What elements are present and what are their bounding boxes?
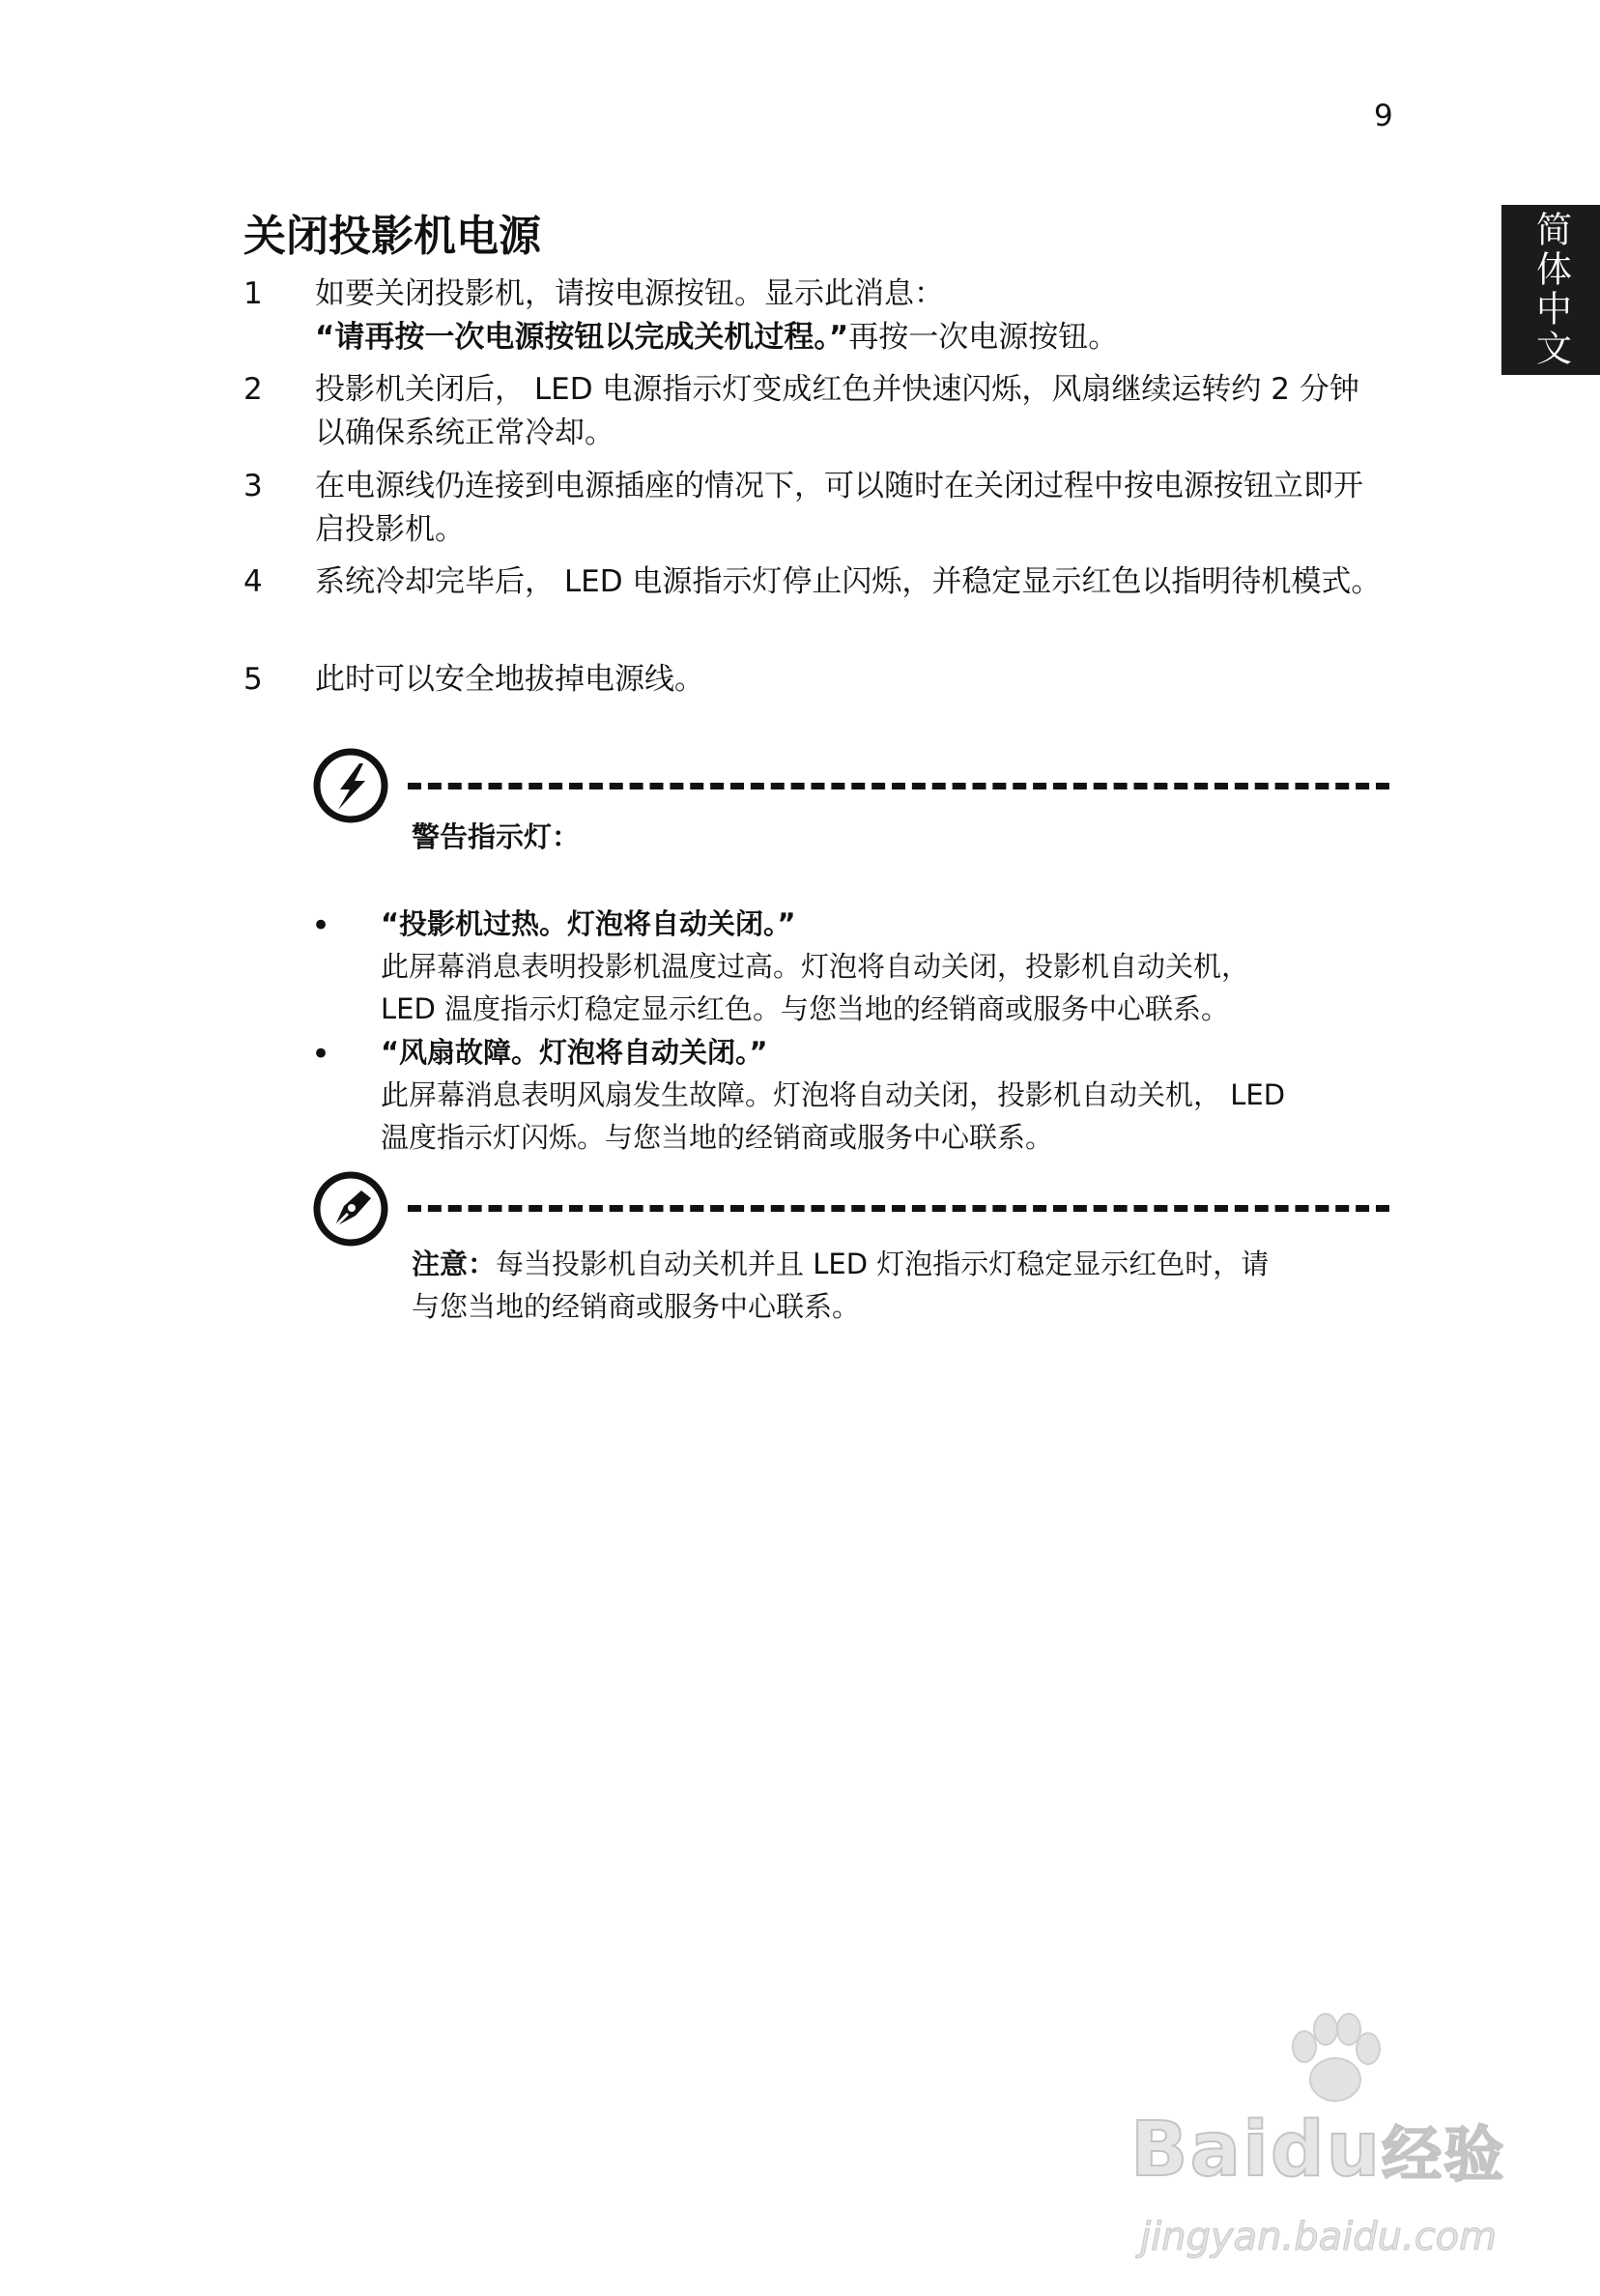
warning-description: 此屏幕消息表明投影机温度过高。灯泡将自动关闭，投影机自动关机， — [381, 950, 1250, 983]
step-number: 2 — [243, 372, 263, 407]
warning-description: 此屏幕消息表明风扇发生故障。灯泡将自动关闭，投影机自动关机， LED — [381, 1078, 1286, 1111]
step-number: 3 — [243, 469, 263, 503]
pen-nib-icon — [311, 1169, 390, 1248]
bullet: • — [311, 906, 331, 945]
step-instruction: 再按一次电源按钮。 — [848, 320, 1119, 355]
step-text — [315, 273, 1384, 359]
note-label: 注意： — [412, 1248, 497, 1280]
step-number: 1 — [243, 276, 263, 311]
note-line: 与您当地的经销商或服务中心联系。 — [412, 1290, 861, 1323]
page-number: 9 — [1374, 99, 1393, 133]
step-2 — [243, 368, 1384, 455]
note-divider — [408, 1205, 1389, 1212]
step-number: 4 — [243, 564, 263, 599]
warning-description: 温度指示灯闪烁。与您当地的经销商或服务中心联系。 — [381, 1121, 1054, 1154]
bullet: • — [311, 1035, 331, 1074]
step-number: 5 — [243, 662, 263, 697]
shutdown-message: “请再按一次电源按钮以完成关机过程。” — [315, 320, 849, 355]
step-3 — [243, 465, 1384, 552]
step-5 — [243, 658, 1384, 702]
language-tab — [1501, 205, 1600, 375]
note-line — [412, 1243, 1269, 1285]
warning-item-overheat — [381, 903, 1249, 1030]
note-content: 每当投影机自动关机并且 LED 灯泡指示灯稳定显示红色时，请 — [496, 1248, 1270, 1280]
step-text: 投影机关闭后， LED 电源指示灯变成红色并快速闪烁，风扇继续运转约 2 分钟以确保系统正常冷却。 — [315, 372, 1359, 450]
warning-message: “投影机过热。灯泡将自动关闭。” — [381, 907, 796, 940]
step-1 — [243, 273, 1384, 359]
note-text — [412, 1243, 1269, 1328]
baidu-jingyan-watermark — [1130, 2010, 1517, 2290]
warning-heading: 警告指示灯： — [412, 820, 581, 853]
lightning-bolt-icon — [311, 746, 390, 825]
step-4 — [243, 560, 1384, 604]
baidu-brand: Baidu — [1130, 2107, 1383, 2194]
step-text: 此时可以安全地拔掉电源线。 — [315, 662, 704, 697]
warning-item-fan — [381, 1031, 1285, 1159]
step-line: 如要关闭投影机，请按电源按钮。显示此消息： — [315, 276, 944, 311]
warning-divider — [408, 783, 1389, 789]
step-text: 系统冷却完毕后， LED 电源指示灯停止闪烁，并稳定显示红色以指明待机模式。 — [315, 564, 1382, 599]
paw-icon — [1275, 2010, 1391, 2107]
watermark-url: jingyan.baidu.com — [1140, 2215, 1498, 2259]
language-tab-label: 简体中文 — [1529, 211, 1572, 369]
step-text: 在电源线仍连接到电源插座的情况下，可以随时在关闭过程中按电源按钮立即开启投影机。 — [315, 469, 1363, 547]
jingyan-label: 经验 — [1382, 2119, 1506, 2190]
warning-message: “风扇故障。灯泡将自动关闭。” — [381, 1036, 768, 1069]
warning-description: LED 温度指示灯稳定显示红色。与您当地的经销商或服务中心联系。 — [381, 992, 1230, 1025]
baidu-wordmark — [1130, 2107, 1505, 2194]
section-title: 关闭投影机电源 — [243, 212, 541, 261]
step-line — [315, 316, 1384, 359]
